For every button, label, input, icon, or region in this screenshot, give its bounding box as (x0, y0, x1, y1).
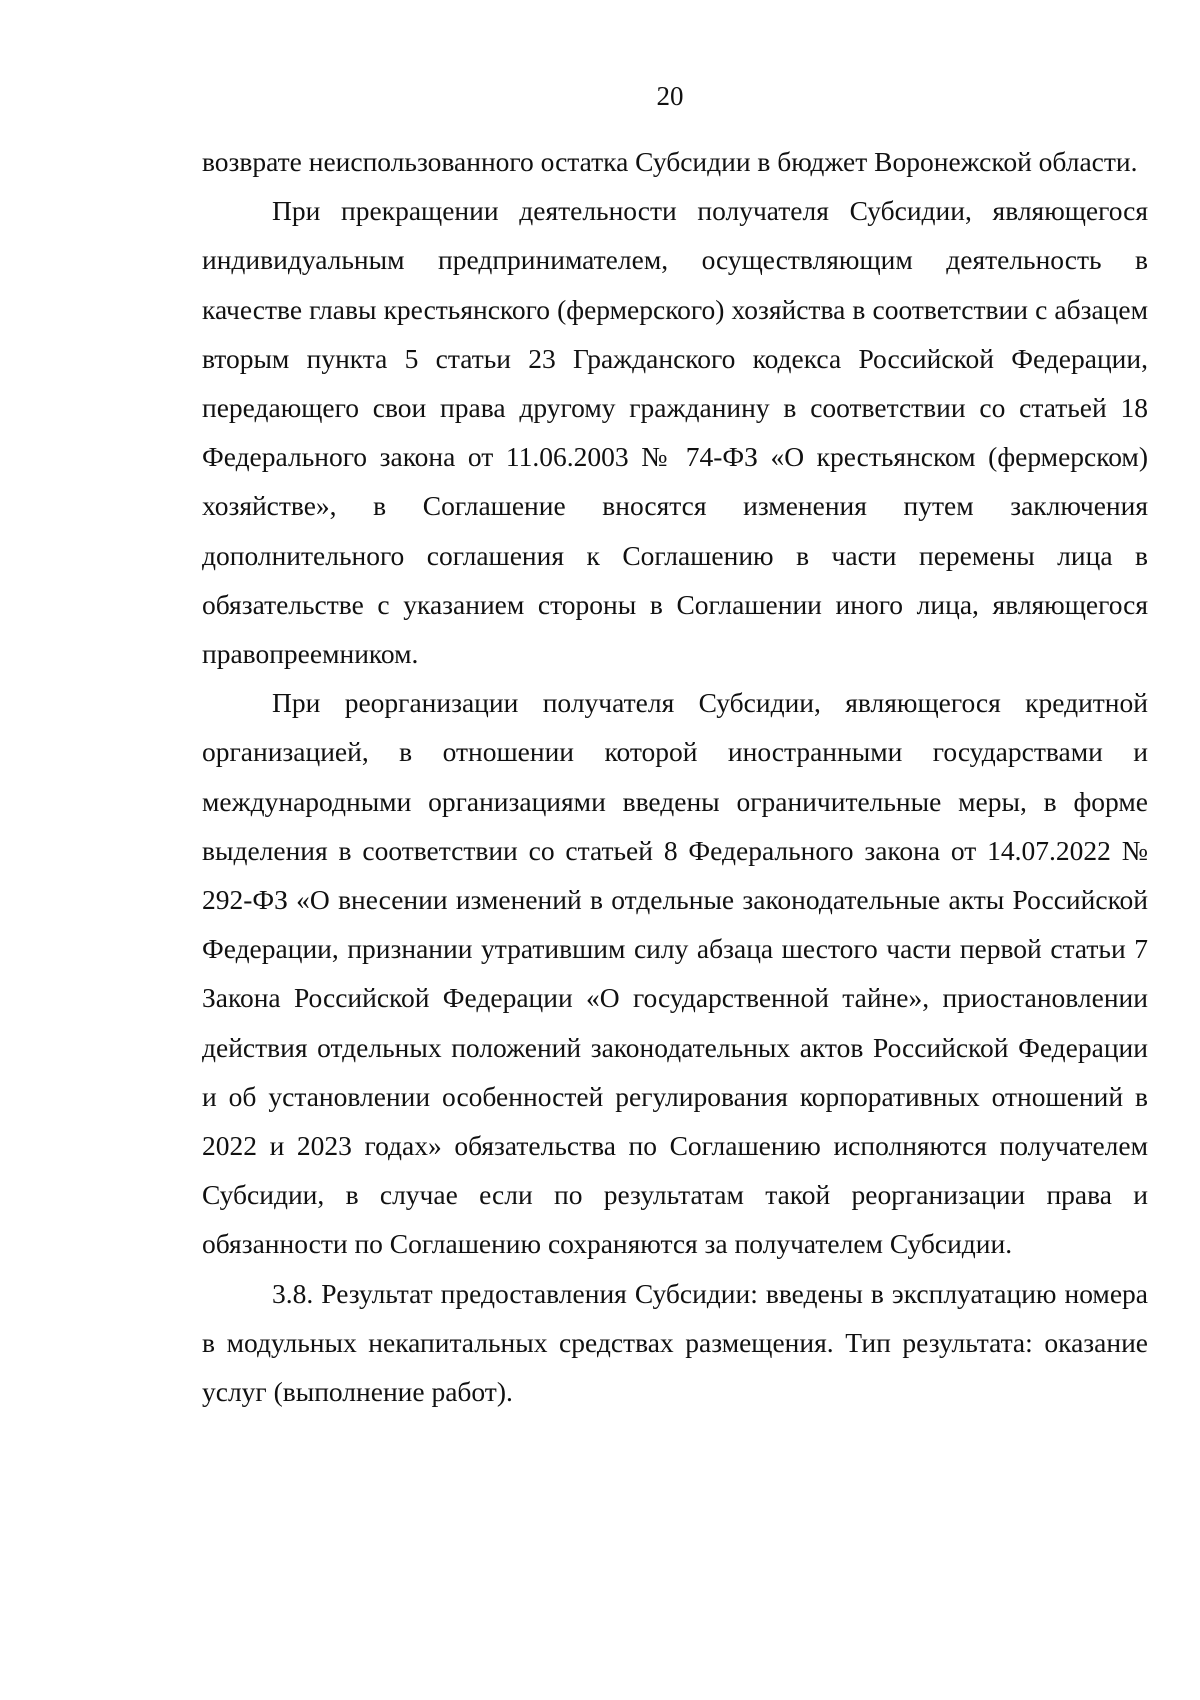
paragraph-farm-termination: При прекращении деятельности получателя Субсидии, являющегося индивидуальным предпринимателем, осуществляющим деятельность в качестве главы крестьянского (фермерского) хозяйства в соответствии с абзацем вторым пункта 5 статьи 23 Гражданского кодекса Российской Федерации, передающего свои права другому гражданину в соответствии со статьей 18 Федерального закона от 11.06.2003 № 74-ФЗ «О крестьянском (фермерском) хозяйстве», в Соглашение вносятся изменения путем заключения дополнительного соглашения к Соглашению в части перемены лица в обязательстве с указанием стороны в Соглашении иного лица, являющегося правопреемником. (202, 195, 1148, 670)
document-body (202, 137, 1148, 1416)
paragraph-continuation: возврате неиспользованного остатка Субсидии в бюджет Воронежской области. (202, 146, 1138, 177)
paragraph-reorganization: При реорганизации получателя Субсидии, являющегося кредитной организацией, в отношении которой иностранными государствами и международными организациями введены ограничительные меры, в форме выделения в соответствии со статьей 8 Федерального закона от 14.07.2022 № 292-ФЗ «О внесении изменений в отдельные законодательные акты Российской Федерации, признании утратившим силу абзаца шестого части первой статьи 7 Закона Российской Федерации «О государственной тайне», приостановлении действия отдельных положений законодательных актов Российской Федерации и об установлении особенностей регулирования корпоративных отношений в 2022 и 2023 годах» обязательства по Соглашению исполняются получателем Субсидии, в случае если по результатам такой реорганизации права и обязанности по Соглашению сохраняются за получателем Субсидии. (202, 687, 1148, 1260)
page-number: 20 (656, 81, 684, 111)
paragraph-subsidy-result: 3.8. Результат предоставления Субсидии: введены в эксплуатацию номера в модульных некапитальных средствах размещения. Тип результата: оказание услуг (выполнение работ). (202, 1277, 1148, 1408)
